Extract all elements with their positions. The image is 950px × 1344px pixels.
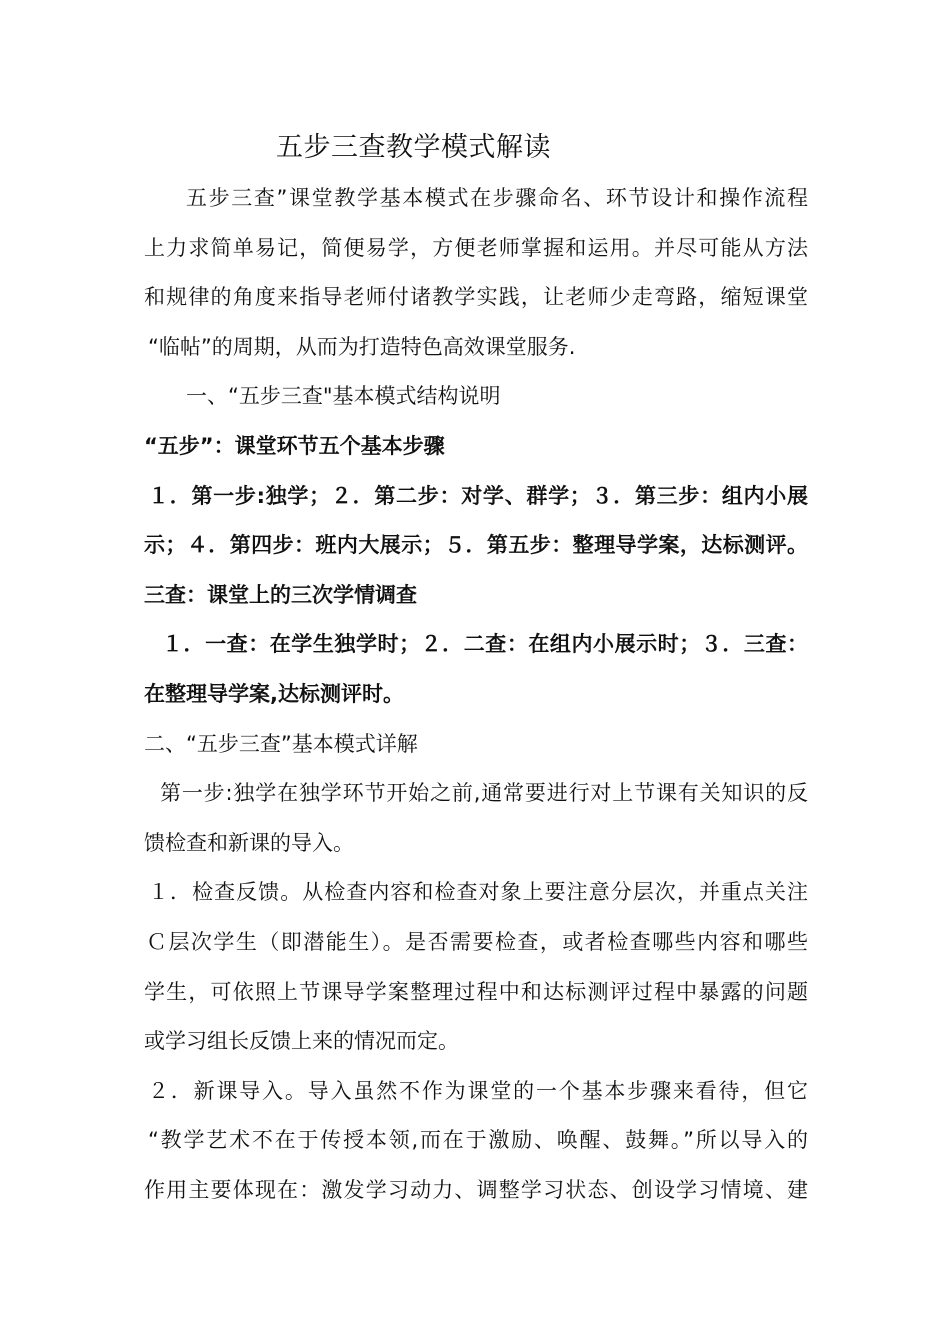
paragraph-line: “五步”：课堂环节五个基本步骤 (144, 434, 445, 458)
paragraph-line: 二、“五步三查”基本模式详解 (144, 731, 418, 756)
paragraph-line: 作用主要体现在：激发学习动力、调整学习状态、创设学习情境、建 (144, 1178, 808, 1202)
paragraph-line: 馈检查和新课的导入。 (144, 830, 354, 855)
paragraph-line: “临帖”的周期，从而为打造特色高效课堂服务. (148, 334, 576, 359)
paragraph-line: １．第一步:独学；２．第二步：对学、群学；３．第三步：组内小展 (148, 483, 808, 508)
paragraph-line: 和规律的角度来指导老师付诸教学实践，让老师少走弯路，缩短课堂 (144, 285, 808, 310)
paragraph-line: 三查：课堂上的三次学情调查 (144, 582, 417, 607)
paragraph-line: 示；４．第四步：班内大展示；５．第五步：整理导学案，达标测评。 (144, 533, 808, 558)
paragraph-line: １．检查反馈。从检查内容和检查对象上要注意分层次，并重点关注 (148, 880, 808, 905)
document-title: 五步三查教学模式解读 (276, 132, 551, 163)
paragraph-line: １．一查：在学生独学时；２．二查：在组内小展示时；３．三查： (162, 632, 808, 657)
paragraph-line: 学生，可依照上节课导学案整理过程中和达标测评过程中暴露的问题 (144, 979, 808, 1004)
paragraph-line: ２．新课导入。导入虽然不作为课堂的一个基本步骤来看待，但它 (148, 1078, 808, 1103)
paragraph-line: 或学习组长反馈上来的情况而定。 (144, 1029, 459, 1054)
paragraph-line: 上力求简单易记，简便易学，方便老师掌握和运用。并尽可能从方法 (144, 235, 808, 260)
paragraph-line: 在整理导学案,达标测评时。 (144, 682, 404, 706)
paragraph-line: 五步三查”课堂教学基本模式在步骤命名、环节设计和操作流程 (186, 186, 808, 210)
paragraph-line: “教学艺术不在于传授本领,而在于激励、唤醒、鼓舞。”所以导入的 (148, 1128, 808, 1153)
paragraph-line: 一、“五步三查"基本模式结构说明 (186, 384, 501, 409)
paragraph-line: 第一步:独学在独学环节开始之前,通常要进行对上节课有关知识的反 (160, 781, 808, 806)
paragraph-line: Ｃ层次学生（即潜能生）。是否需要检查，或者检查哪些内容和哪些 (146, 930, 808, 954)
